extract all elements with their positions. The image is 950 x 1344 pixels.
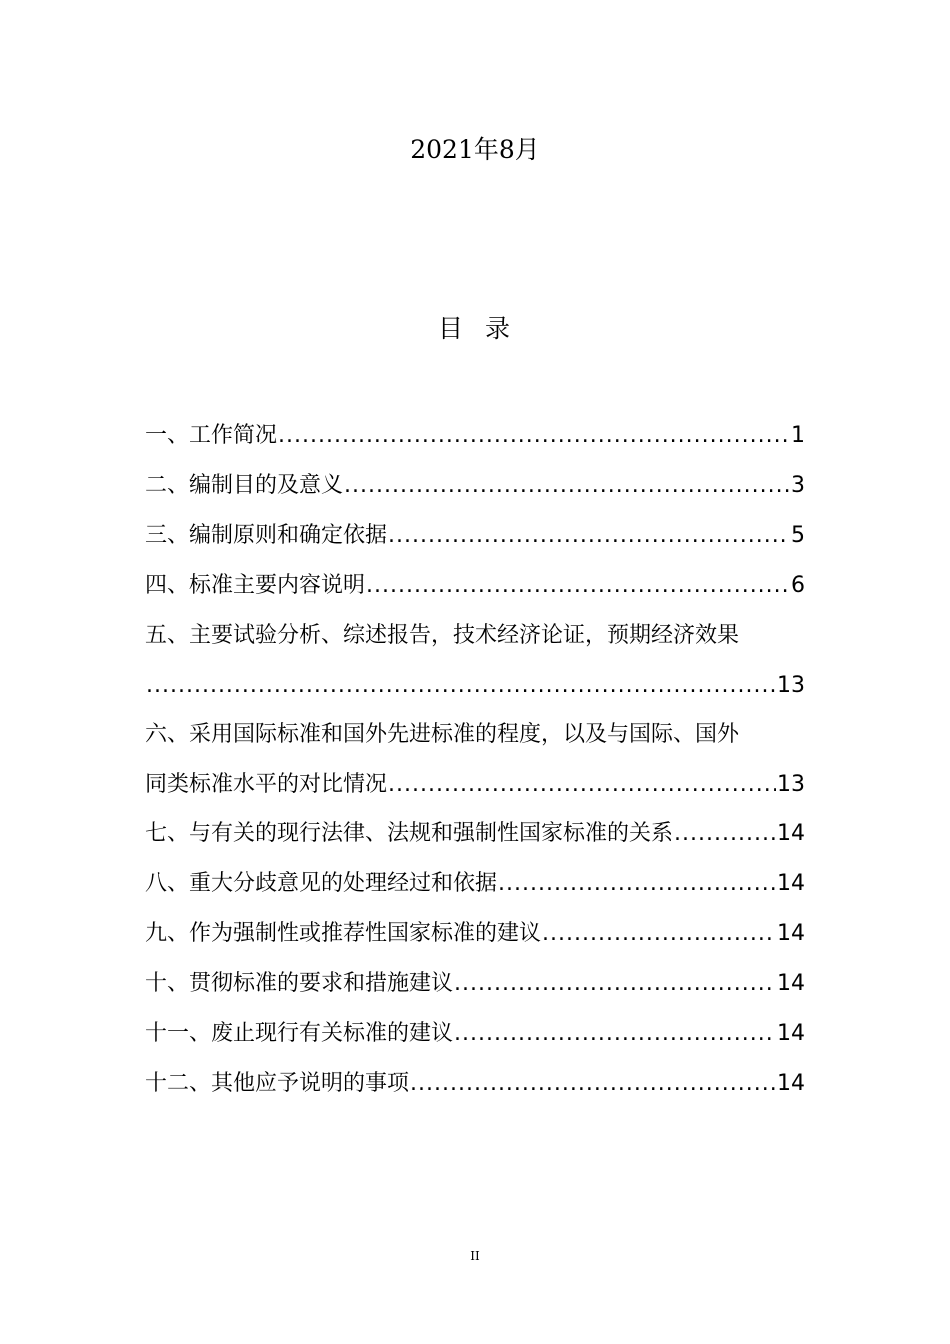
toc-entry-12[interactable] — [145, 1065, 805, 1115]
toc-entry-7[interactable] — [145, 815, 805, 865]
toc-title: 目 录 — [438, 314, 512, 343]
toc-entry-text: 十二、其他应予说明的事项 — [145, 1071, 410, 1096]
toc-entry-page: 14 — [777, 971, 805, 996]
toc-leader-dots — [388, 766, 776, 804]
toc-entry-10[interactable] — [145, 965, 805, 1015]
document-date: 2021年8月 — [410, 135, 540, 164]
toc-entry-text: 三、编制原则和确定依据 — [145, 523, 388, 548]
toc-entry-5[interactable] — [145, 617, 805, 716]
toc-entry-8[interactable] — [145, 865, 805, 915]
toc-leader-dots — [674, 815, 776, 853]
toc-entry-text: 八、重大分歧意见的处理经过和依据 — [145, 871, 498, 896]
toc-entry-page: 6 — [791, 573, 805, 598]
toc-entry-text: 七、与有关的现行法律、法规和强制性国家标准的关系 — [145, 821, 674, 846]
toc-entry-text: 六、采用国际标准和国外先进标准的程度，以及与国际、国外 — [145, 722, 740, 747]
toc-entry-text: 四、标准主要内容说明 — [145, 573, 366, 598]
toc-leader-dots — [388, 517, 790, 555]
toc-entry-6[interactable] — [145, 716, 805, 815]
toc-leader-dots — [278, 417, 790, 455]
toc-entry-11[interactable] — [145, 1015, 805, 1065]
toc-entry-1[interactable] — [145, 417, 805, 467]
toc-entry-text: 十、贯彻标准的要求和措施建议 — [145, 971, 454, 996]
toc-leader-dots — [498, 865, 776, 903]
toc-leader-dots — [366, 567, 790, 605]
page-number: II — [470, 1249, 480, 1263]
toc-entry-page: 1 — [791, 423, 805, 448]
toc-leader-dots — [410, 1065, 776, 1103]
toc-entry-page: 14 — [777, 1071, 805, 1096]
toc-entry-text-continued: 同类标准水平的对比情况 — [145, 772, 388, 797]
table-of-contents — [145, 417, 805, 1115]
toc-entry-page: 13 — [777, 673, 805, 698]
toc-entry-text: 九、作为强制性或推荐性国家标准的建议 — [145, 921, 542, 946]
toc-entry-page: 5 — [791, 523, 805, 548]
toc-entry-2[interactable] — [145, 467, 805, 517]
toc-entry-page: 14 — [777, 1021, 805, 1046]
toc-entry-page: 14 — [777, 871, 805, 896]
toc-entry-text: 五、主要试验分析、综述报告，技术经济论证，预期经济效果 — [145, 623, 740, 648]
toc-entry-4[interactable] — [145, 567, 805, 617]
toc-entry-9[interactable] — [145, 915, 805, 965]
toc-leader-dots — [454, 965, 776, 1003]
toc-entry-3[interactable] — [145, 517, 805, 567]
toc-leader-dots — [542, 915, 776, 953]
toc-entry-page: 14 — [777, 821, 805, 846]
toc-entry-page: 3 — [791, 473, 805, 498]
toc-leader-dots — [454, 1015, 776, 1053]
toc-entry-text: 二、编制目的及意义 — [145, 473, 344, 498]
toc-entry-page: 13 — [777, 772, 805, 797]
toc-leader-dots — [146, 667, 776, 705]
toc-entry-text: 一、工作简况 — [145, 423, 278, 448]
toc-leader-dots — [344, 467, 790, 505]
toc-entry-page: 14 — [777, 921, 805, 946]
toc-entry-text: 十一、废止现行有关标准的建议 — [145, 1021, 454, 1046]
